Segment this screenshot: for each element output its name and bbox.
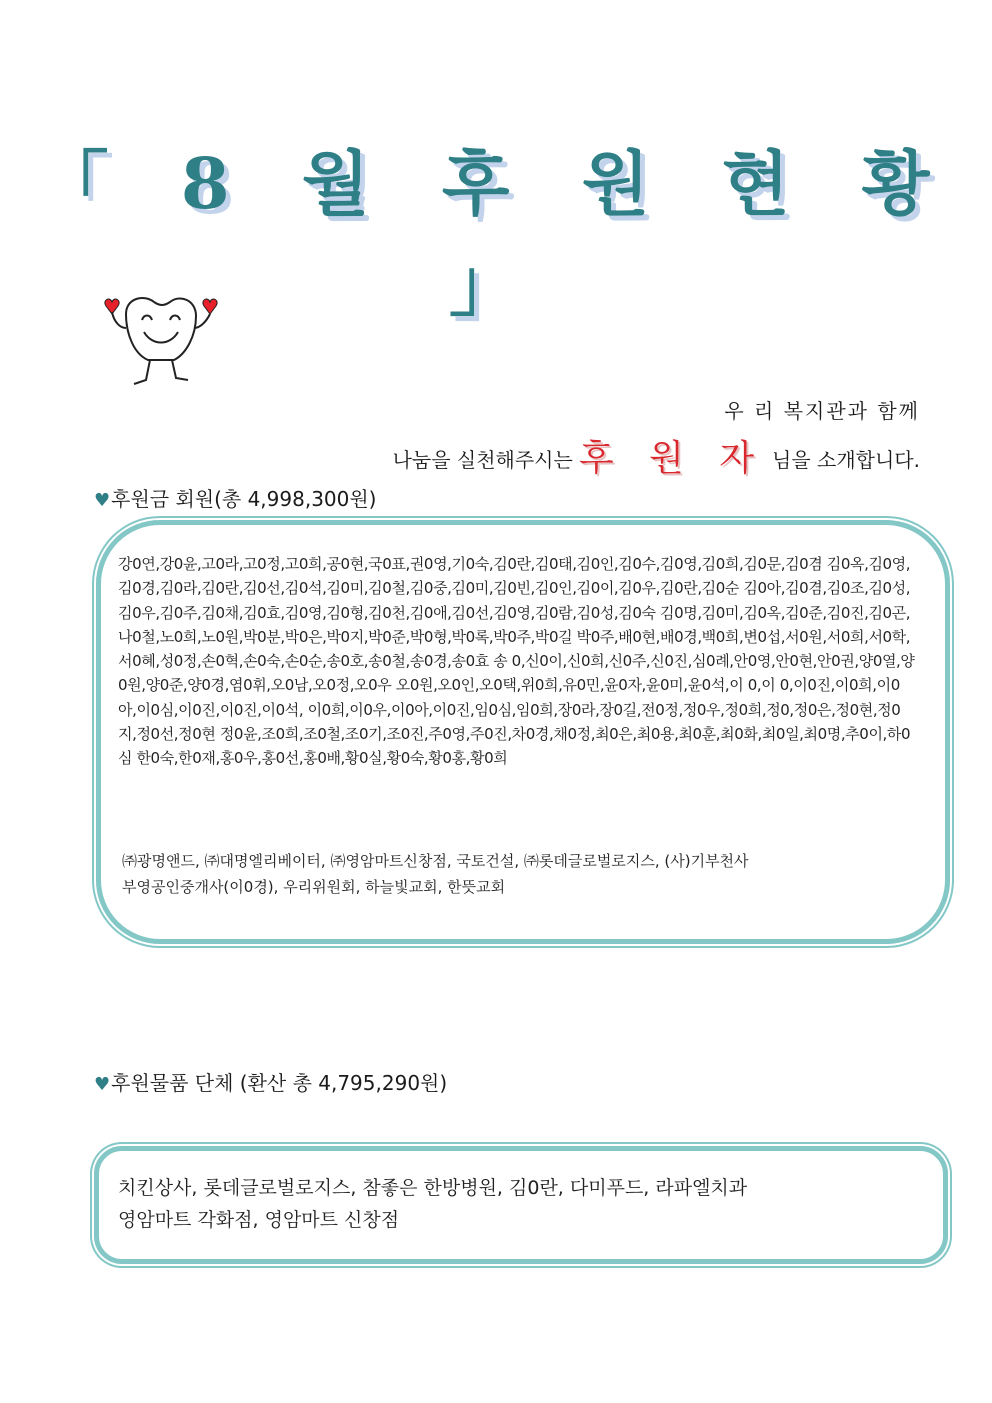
goods-line-1: 치킨상사, 롯데글로벌로지스, 참좋은 한방병원, 김0란, 다미푸드, 라파엘치과 <box>118 1177 748 1199</box>
intro-line-2-after: 님을 소개합니다. <box>772 448 920 472</box>
intro-highlight: 후 원 자 <box>578 438 767 479</box>
donor-organizations <box>122 848 922 900</box>
donors-heading-text: 후원금 회원(총 4,998,300원) <box>111 487 377 511</box>
donor-names: 강0연,강0윤,고0라,고0정,고0희,공0현,국0표,권0영,기0숙,김0란,김0태,김0인,김0수,김0영,김0희,김0문,김0겸 김0옥,김0영,김0경,김0라,김0란,김0선,김0석,김0미,김0철,김0중,김0미,김0빈,김0인,김0이,김0우,김0란,김0순 김0아,김0겸,김0조,김0성,김0우,김0주,김0채,김0효,김0영,김0형,김0천,김0애,김0선,김0영,김0람,김0성,김0숙 김0명,김0미,김0옥,김0준,김0진,김0곤,나0철,노0희,노0원,박0분,박0은,박0지,박0준,박0형,박0록,박0주,박0길 박0주,배0현,배0경,백0희,변0섭,서0원,서0희,서0학,서0혜,성0정,손0혁,손0숙,손0순,송0호,송0철,송0경,송0효 송 0,신0이,신0희,신0주,신0진,심0례,안0영,안0현,안0권,양0열,양0원,양0준,양0경,염0휘,오0남,오0정,오0우 오0원,오0인,오0택,위0희,유0민,윤0자,윤0미,윤0석,이 0,이 0,이0진,이0희,이0아,이0심,이0진,이0진,이0석, 이0희,이0우,이0아,이0진,임0심,임0희,장0라,장0길,전0정,정0우,정0희,정0,정0은,정0현,정0지,정0선,정0현 정0윤,조0희,조0철,조0기,조0진,주0영,주0진,차0경,채0정,최0은,최0용,최0훈,최0화,최0일,최0명,추0이,하0심 한0숙,한0재,홍0우,홍0선,홍0배,황0실,황0숙,황0홍,황0희 <box>118 555 915 768</box>
goods-list <box>118 1172 898 1236</box>
intro-line-2 <box>393 430 920 481</box>
goods-heading <box>94 1067 447 1096</box>
donor-orgs-line-2: 부영공인중개사(이0경), 우리위원회, 하늘빛교회, 한뜻교회 <box>122 878 506 896</box>
heart-icon: ♥ <box>94 490 111 511</box>
goods-heading-text: 후원물품 단체 (환산 총 4,795,290원) <box>111 1071 448 1095</box>
intro-line-2-before: 나눔을 실천해주시는 <box>392 448 573 472</box>
tooth-mascot-icon <box>98 292 224 392</box>
intro-line-1: 우 리 복지관과 함께 <box>724 399 920 423</box>
donors-heading <box>94 483 377 512</box>
goods-line-2: 영암마트 각화점, 영암마트 신창점 <box>118 1209 400 1231</box>
donor-orgs-line-1: ㈜광명앤드, ㈜대명엘리베이터, ㈜영암마트신창점, 국토건설, ㈜롯데글로벌로지스, (사)기부천사 <box>122 852 749 870</box>
heart-icon: ♥ <box>94 1074 111 1095</box>
page-title: 「 8 월 후 원 현 황 」 <box>38 142 954 326</box>
